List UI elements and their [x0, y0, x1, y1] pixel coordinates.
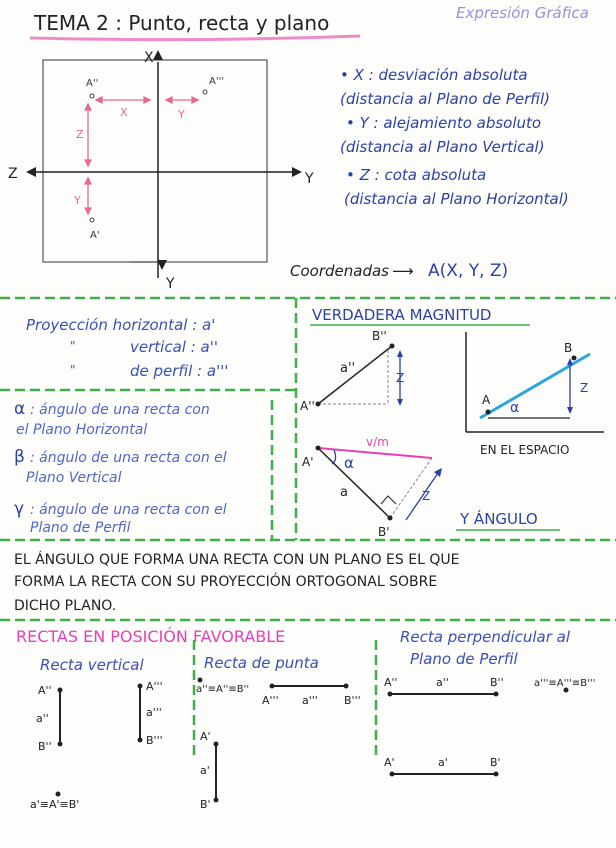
- vertical-projection-triangle: [316, 344, 404, 407]
- space-caption: EN EL ESPACIO: [480, 443, 570, 457]
- def-y-line1: • Y : alejamiento absoluto: [346, 114, 542, 132]
- point-a3-label: A''': [209, 76, 225, 87]
- proj-vertical: vertical : a'': [130, 338, 218, 356]
- z-left-arrowhead: [26, 167, 36, 177]
- tm-alpha-label: α: [344, 454, 354, 472]
- space-a-label: A: [482, 393, 491, 407]
- statement-line2: FORMA LA RECTA CON SU PROYECCIÓN ORTOGONAL SOBRE: [14, 574, 438, 590]
- gamma-line1: : ángulo de una recta con el: [30, 502, 227, 518]
- proj-profile: de perfil : a''': [130, 362, 229, 380]
- tm-b2-label: B'': [372, 329, 387, 343]
- tm-vm-label: v/m: [366, 435, 389, 449]
- space-alpha-label: α: [510, 400, 520, 416]
- tm-a1-label: A': [302, 455, 314, 469]
- gamma-symbol: γ: [14, 499, 25, 519]
- vertical-a3-line: a''': [146, 706, 162, 719]
- perp-b1: B': [490, 756, 501, 769]
- y-axis-label-right: Y: [305, 171, 314, 187]
- point-a2-label: A'': [86, 78, 99, 89]
- perp-b2: B'': [490, 676, 504, 689]
- point-line-a3-line: a''': [302, 694, 318, 707]
- definitions-list: [340, 66, 569, 208]
- projection-frame: [43, 60, 267, 262]
- def-z-line2: (distancia al Plano Horizontal): [344, 190, 569, 208]
- coordinates-value: A(X, Y, Z): [428, 261, 509, 281]
- perp-a2-line: a'': [436, 676, 449, 689]
- perp-a2: A'': [384, 676, 398, 689]
- dim-x-label: X: [120, 106, 128, 119]
- angle-title: Y ÁNGULO: [460, 510, 538, 528]
- perp-title-line2: Plano de Perfil: [410, 650, 518, 668]
- statement-line3: DICHO PLANO.: [14, 598, 117, 614]
- page-title: TEMA 2 : Punto, recta y plano: [34, 11, 330, 35]
- tm-z-bottom-label: Z: [422, 489, 431, 503]
- coordinates-arrow: ⟶: [392, 262, 414, 280]
- vertical-line-title: Recta vertical: [40, 656, 144, 674]
- vertical-b2: B'': [38, 740, 52, 753]
- point-a1-label: A': [90, 230, 100, 241]
- space-z-label: Z: [580, 381, 589, 395]
- x-axis-label: X: [144, 50, 154, 66]
- horizontal-projection-triangle: [316, 446, 443, 521]
- x-up-arrowhead: [153, 50, 163, 60]
- perp-profile: a'''≡A'''≡B''': [534, 678, 596, 689]
- point-line-b3: B''': [344, 694, 361, 707]
- title-underline: [30, 36, 360, 40]
- vertical-a2: A'': [38, 684, 52, 697]
- proj-profile-ditto: ": [70, 363, 76, 377]
- point-line-b1: B': [200, 798, 211, 811]
- gamma-line2: Plano de Perfil: [30, 520, 131, 536]
- def-y-line2: (distancia al Plano Vertical): [340, 138, 545, 156]
- subject-label: Expresión Gráfica: [456, 4, 589, 22]
- beta-symbol: β: [14, 447, 25, 467]
- tm-a2-label: A'': [300, 399, 315, 413]
- vertical-b3: B''': [146, 734, 163, 747]
- statement-line1: EL ÁNGULO QUE FORMA UNA RECTA CON UN PLANO ES EL QUE: [14, 552, 460, 568]
- coordinates-label: Coordenadas: [290, 262, 389, 280]
- true-magnitude-title: VERDADERA MAGNITUD: [312, 306, 492, 324]
- point-line-title: Recta de punta: [204, 654, 319, 672]
- tm-z-top-label: Z: [396, 371, 405, 385]
- alpha-line1: : ángulo de una recta con: [30, 402, 210, 418]
- vertical-h: a'≡A'≡B': [30, 798, 80, 811]
- dim-y-left-label: Y: [74, 194, 81, 207]
- proj-horizontal: Proyección horizontal : a': [26, 316, 216, 334]
- z-axis-label: Z: [8, 166, 18, 182]
- proj-vertical-ditto: ": [70, 339, 76, 353]
- alpha-symbol: α: [14, 399, 26, 419]
- tm-a1-line-label: a: [340, 485, 348, 500]
- dim-z-label: Z: [76, 128, 84, 141]
- def-x-line2: (distancia al Plano de Perfil): [340, 90, 550, 108]
- def-x-line1: • X : desviación absoluta: [340, 66, 528, 84]
- point-line-a1: A': [200, 730, 211, 743]
- space-b-label: B: [564, 341, 573, 355]
- y-right-arrowhead: [292, 167, 302, 177]
- perp-a1: A': [384, 756, 395, 769]
- point-line-a1-line: a': [200, 764, 210, 777]
- vertical-a2-line: a'': [36, 712, 49, 725]
- point-line-a3: A''': [262, 694, 279, 707]
- alpha-line2: el Plano Horizontal: [16, 422, 148, 438]
- def-z-line1: • Z : cota absoluta: [346, 166, 487, 184]
- vertical-a3: A''': [146, 680, 163, 693]
- tm-a2-line-label: a'': [340, 361, 356, 376]
- beta-line1: : ángulo de una recta con el: [30, 450, 227, 466]
- perp-a1-line: a': [438, 756, 448, 769]
- point-line-v: a''≡A''≡B'': [196, 684, 250, 695]
- y-axis-label-bottom: Y: [166, 276, 175, 292]
- beta-line2: Plano Vertical: [26, 470, 122, 486]
- dim-y-top-label: Y: [178, 108, 185, 121]
- axes-figure: [8, 50, 314, 292]
- favorable-title: RECTAS EN POSICIÓN FAVORABLE: [16, 627, 286, 646]
- perp-title-line1: Recta perpendicular al: [400, 628, 571, 646]
- tm-b1-label: B': [378, 525, 390, 539]
